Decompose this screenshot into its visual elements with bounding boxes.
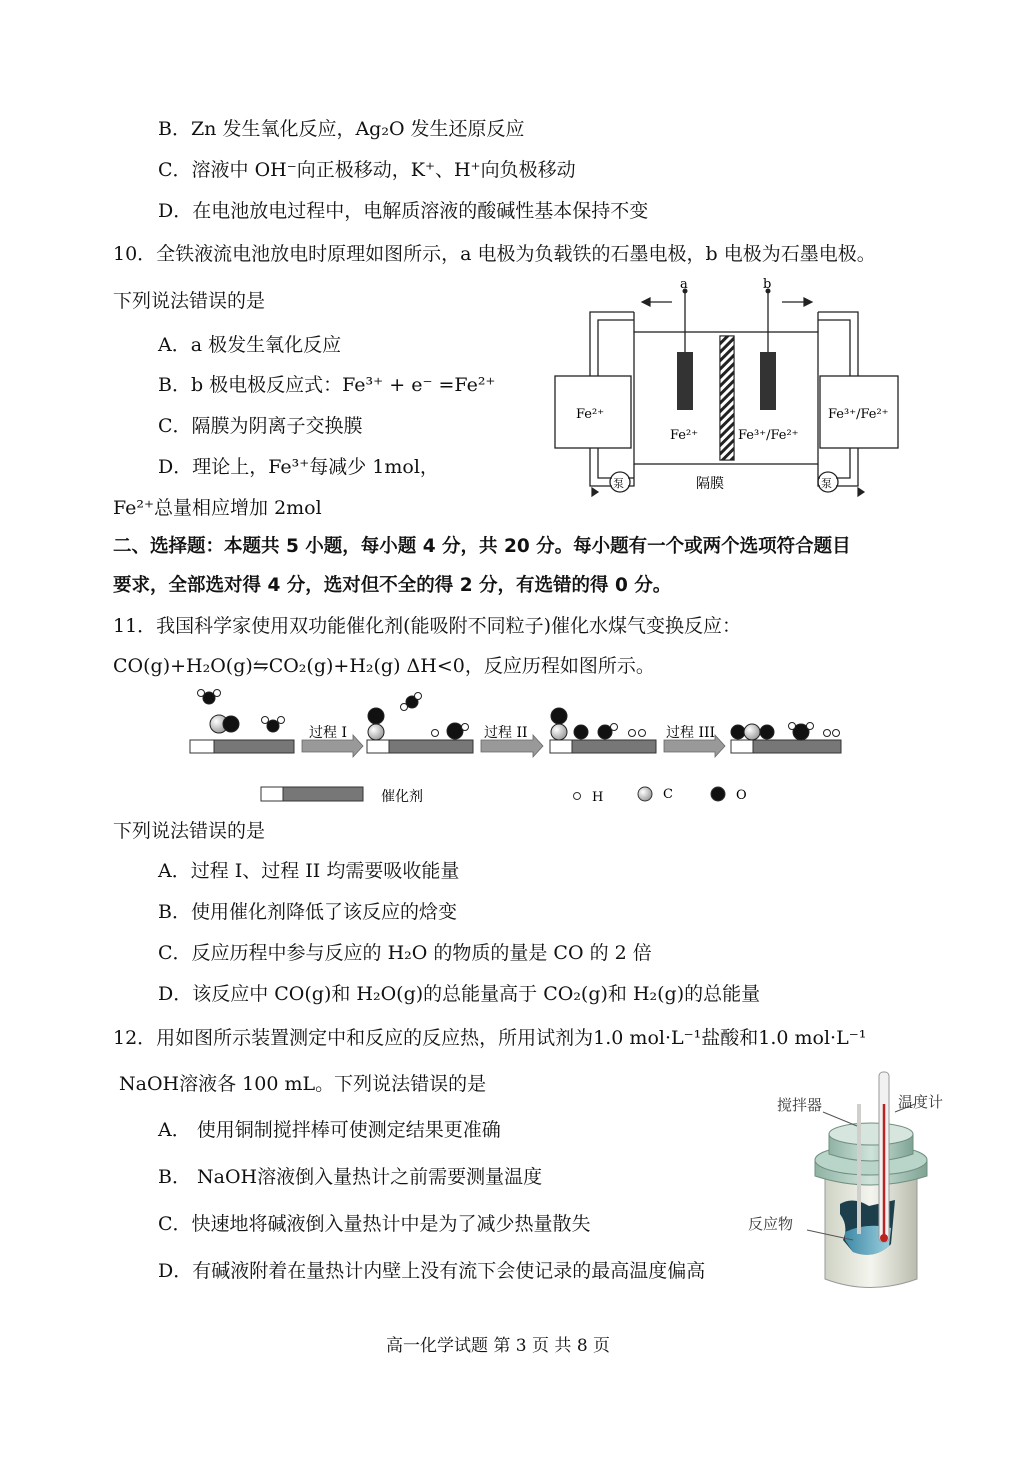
thermometer-label: 温度计 xyxy=(898,1093,944,1111)
q10-option-d-cont: Fe²⁺总量相应增加 2mol xyxy=(113,497,322,519)
q10-option-a: A．a 极发生氧化反应 xyxy=(158,334,342,356)
q9-option-d: D．在电池放电过程中，电解质溶液的酸碱性基本保持不变 xyxy=(158,200,649,222)
q10-option-c: C．隔膜为阴离子交换膜 xyxy=(158,415,363,437)
q12-option-b: B． NaOH溶液倒入量热计之前需要测量温度 xyxy=(158,1166,543,1188)
left-tank-label: Fe²⁺ xyxy=(576,407,605,422)
q11-equation: CO(g)+H₂O(g)⇋CO₂(g)+H₂(g) ΔH<0，反应历程如图所示。 xyxy=(113,655,655,677)
label-a: a xyxy=(680,277,688,292)
legend-o: O xyxy=(736,788,747,803)
q11-option-c: C．反应历程中参与反应的 H₂O 的物质的量是 CO 的 2 倍 xyxy=(158,942,652,964)
section2-line1: 二、选择题：本题共 5 小题，每小题 4 分，共 20 分。每小题有一个或两个选项符合题目 xyxy=(113,536,851,557)
stirrer-label: 搅拌器 xyxy=(777,1096,823,1114)
q10-option-b: B．b 极电极反应式：Fe³⁺ + e⁻ =Fe²⁺ xyxy=(158,374,496,396)
q11-option-a: A．过程 I、过程 II 均需要吸收能量 xyxy=(158,860,460,882)
section2-line2: 要求，全部选对得 4 分，选对但不全的得 2 分，有选错的得 0 分。 xyxy=(113,575,672,596)
calorimeter-diagram xyxy=(745,1064,965,1300)
q10-prompt: 下列说法错误的是 xyxy=(113,290,266,312)
reaction-mechanism-diagram xyxy=(185,686,850,810)
pump-left-label: 泵 xyxy=(613,477,624,490)
electrode-b xyxy=(760,352,776,410)
q11-option-d: D．该反应中 CO(g)和 H₂O(g)的总能量高于 CO₂(g)和 H₂(g)的总能量 xyxy=(158,983,761,1005)
left-cell-label: Fe²⁺ xyxy=(670,428,699,443)
q11-option-b: B．使用催化剂降低了该反应的焓变 xyxy=(158,901,457,923)
q10-option-d: D．理论上，Fe³⁺每减少 1mol， xyxy=(158,456,439,478)
q10-stem: 10．全铁液流电池放电时原理如图所示，a 电极为负载铁的石墨电极，b 电极为石墨电极。 xyxy=(113,243,876,265)
step2-label: 过程 II xyxy=(484,725,528,741)
membrane-label: 隔膜 xyxy=(696,476,724,492)
step3-label: 过程 III xyxy=(666,725,716,741)
right-cell-label: Fe³⁺/Fe²⁺ xyxy=(738,428,799,443)
label-b: b xyxy=(763,277,772,292)
step1-label: 过程 I xyxy=(309,725,347,741)
q9-option-c: C．溶液中 OH⁻向正极移动，K⁺、H⁺向负极移动 xyxy=(158,159,576,181)
q11-prompt: 下列说法错误的是 xyxy=(113,820,266,842)
electrode-a xyxy=(677,352,693,410)
reactant-label: 反应物 xyxy=(748,1215,794,1233)
q12-option-c: C．快速地将碱液倒入量热计中是为了减少热量散失 xyxy=(158,1213,591,1235)
legend-h: H xyxy=(592,790,604,805)
flow-battery-diagram xyxy=(552,272,912,502)
q12-option-d: D．有碱液附着在量热计内壁上没有流下会使记录的最高温度偏高 xyxy=(158,1260,706,1282)
q12-option-a: A． 使用铜制搅拌棒可使测定结果更准确 xyxy=(158,1119,501,1141)
pump-right-label: 泵 xyxy=(821,477,832,490)
right-tank-label: Fe³⁺/Fe²⁺ xyxy=(828,407,889,422)
q11-stem: 11．我国科学家使用双功能催化剂(能吸附不同粒子)催化水煤气变换反应： xyxy=(113,615,742,637)
legend-c: C xyxy=(663,787,673,802)
q9-option-b: B．Zn 发生氧化反应，Ag₂O 发生还原反应 xyxy=(158,118,525,140)
legend-catalyst: 催化剂 xyxy=(381,789,423,805)
q12-stem: 12．用如图所示装置测定中和反应的反应热，所用试剂为1.0 mol·L⁻¹盐酸和1.0 mol·L⁻¹ xyxy=(113,1027,867,1049)
q12-stem-cont: NaOH溶液各 100 mL。下列说法错误的是 xyxy=(119,1073,487,1095)
page-footer: 高一化学试题 第 3 页 共 8 页 xyxy=(386,1336,611,1356)
